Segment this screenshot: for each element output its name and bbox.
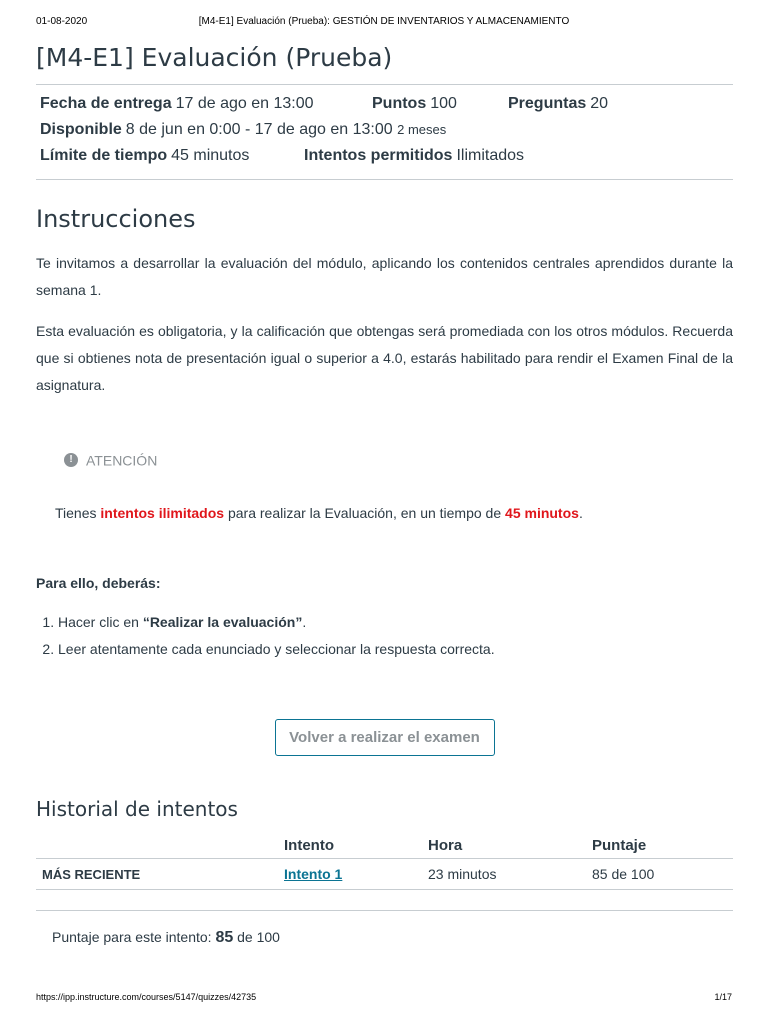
attempts-label: Intentos permitidos	[304, 147, 453, 164]
divider	[36, 910, 733, 911]
column-header-time: Hora	[422, 832, 586, 859]
details-row-2	[40, 117, 733, 143]
due-date	[40, 91, 372, 117]
due-date-value: 17 de ago en 13:00	[175, 95, 314, 112]
points-label: Puntos	[372, 95, 427, 112]
time-cell: 23 minutos	[422, 859, 586, 890]
instructions-paragraph-2: Esta evaluación es obligatoria, y la calificación que obtengas será promediada con los otros módulos. Recuerda que si obtienes nota de presentación igual o superior a 4.0, estarás habilitado para rendir el Examen Final de la asignatura.	[36, 323, 733, 393]
note-middle: para realizar la Evaluación, en un tiempo de	[224, 505, 506, 521]
alert-circle-icon: !	[64, 453, 78, 467]
available-value: 8 de jun en 0:00 - 17 de ago en 13:00	[125, 121, 393, 138]
step-1	[58, 609, 733, 636]
print-header	[36, 16, 732, 30]
quiz-details	[36, 84, 733, 180]
column-header-score: Puntaje	[586, 832, 733, 859]
prep-label: Para ello, deberás:	[36, 575, 161, 591]
attempts-note	[55, 503, 733, 523]
steps-list	[36, 609, 733, 663]
score-suffix: de 100	[233, 929, 280, 945]
attention-callout	[64, 449, 733, 469]
quiz-title: [M4-E1] Evaluación (Prueba)	[36, 43, 393, 72]
due-date-label: Fecha de entrega	[40, 95, 172, 112]
questions-value: 20	[590, 95, 609, 112]
note-time-limit: 45 minutos	[505, 505, 579, 521]
row-label: MÁS RECIENTE	[36, 859, 278, 890]
print-footer	[36, 992, 732, 1006]
score-prefix: Puntaje para este intento:	[52, 929, 216, 945]
points-value: 100	[430, 95, 457, 112]
attempt-score	[52, 929, 733, 947]
print-document-title: [M4-E1] Evaluación (Prueba): GESTIÓN DE INVENTARIOS Y ALMACENAMIENTO	[198, 16, 570, 27]
step-1-bold: “Realizar la evaluación”	[142, 614, 303, 630]
time-limit	[40, 143, 304, 169]
step-1-prefix: Hacer clic en	[58, 614, 143, 630]
print-date: 01-08-2020	[36, 16, 88, 27]
print-page-number: 1/17	[714, 992, 732, 1002]
instructions-paragraph-1: Te invitamos a desarrollar la evaluación del módulo, aplicando los contenidos centrales aprendidos durante la semana 1.	[36, 255, 733, 298]
score-cell: 85 de 100	[586, 859, 733, 890]
note-unlimited-attempts: intentos ilimitados	[100, 505, 225, 521]
table-header-row	[36, 832, 733, 859]
available-label: Disponible	[40, 121, 122, 138]
allowed-attempts	[304, 143, 524, 169]
time-limit-value: 45 minutos	[171, 147, 250, 164]
step-2: 2. Leer atentamente cada enunciado y seleccionar la respuesta correcta.	[58, 636, 733, 663]
instructions-heading: Instrucciones	[36, 205, 196, 233]
step-1-suffix: .	[302, 614, 307, 630]
column-header-attempt: Intento	[278, 832, 422, 859]
print-url: https://ipp.instructure.com/courses/5147/quizzes/42735	[36, 992, 257, 1002]
attempt-1-link[interactable]: Intento 1	[284, 866, 343, 882]
attempts-value: Ilimitados	[456, 147, 525, 164]
quiz-content	[36, 40, 733, 947]
attempt-history-table	[36, 832, 733, 890]
questions-label: Preguntas	[508, 95, 587, 112]
attempt-history-heading: Historial de intentos	[36, 797, 238, 821]
note-prefix: Tienes	[55, 505, 101, 521]
details-row-1	[40, 91, 733, 117]
questions	[508, 91, 608, 117]
retake-quiz-button[interactable]: Volver a realizar el examen	[275, 719, 495, 756]
details-row-3	[40, 143, 733, 169]
score-value: 85	[215, 929, 234, 946]
attention-label: ATENCIÓN	[86, 452, 158, 469]
points	[372, 91, 508, 117]
available-duration: 2 meses	[397, 122, 447, 137]
column-header-blank	[36, 832, 278, 859]
availability	[40, 117, 446, 143]
attempt-cell	[278, 859, 422, 890]
table-row	[36, 859, 733, 890]
time-limit-label: Límite de tiempo	[40, 147, 168, 164]
note-suffix: .	[578, 505, 583, 521]
